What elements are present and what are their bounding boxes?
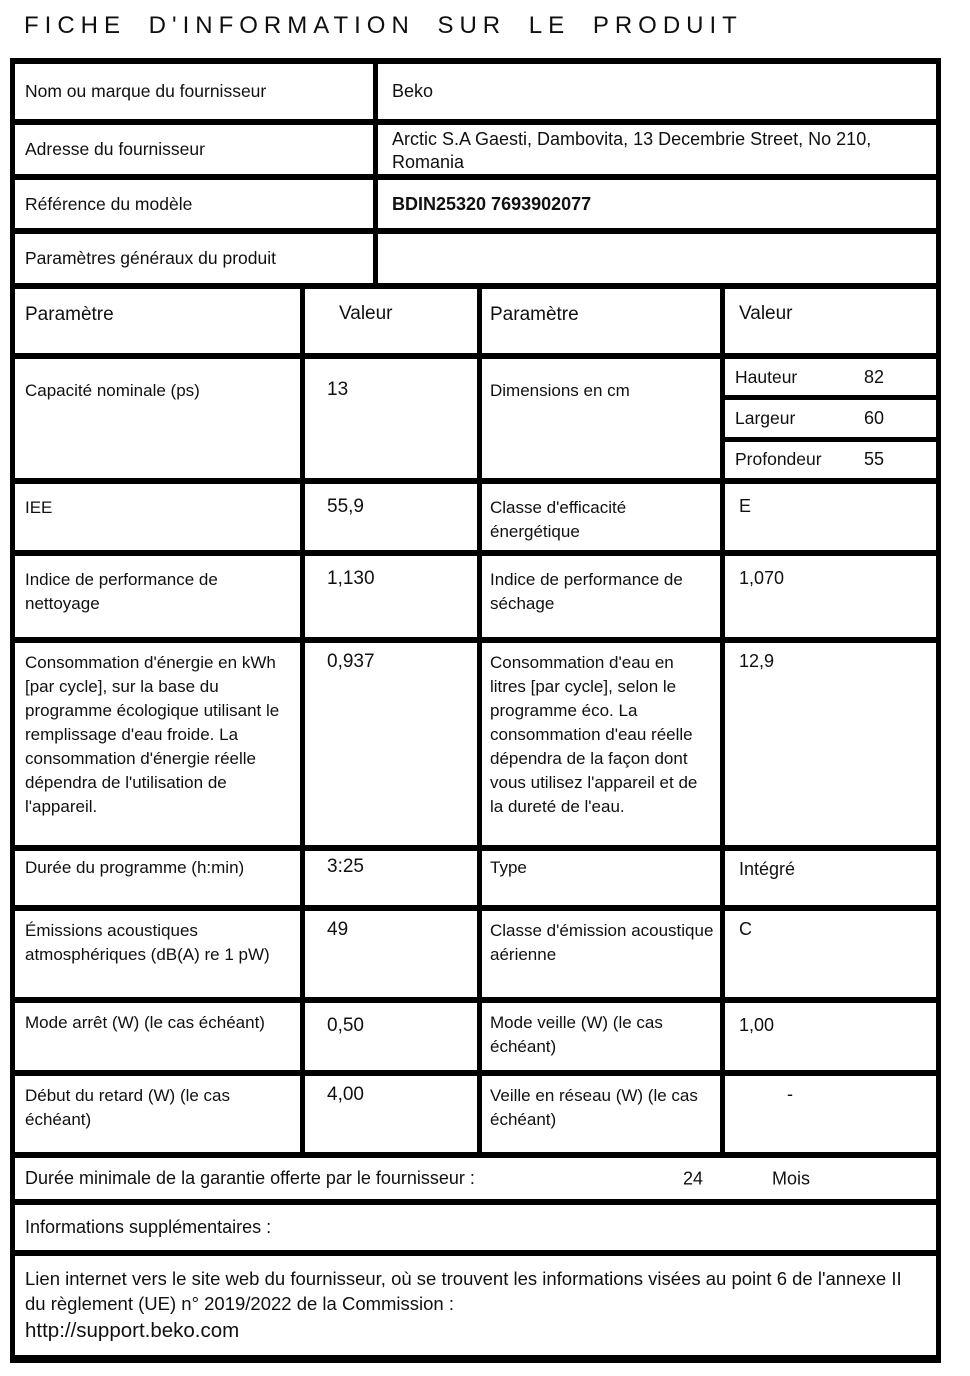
supplier-link-row (15, 1256, 936, 1355)
dimensions-subtable (725, 359, 936, 478)
type-label: Type (482, 851, 725, 905)
capacity-dimensions-row (15, 359, 936, 484)
dimension-height-value: 82 (863, 366, 884, 387)
standby-mode-label: Mode veille (W) (le cas échéant) (482, 1003, 725, 1070)
dimensions-label: Dimensions en cm (482, 359, 725, 478)
cleaning-performance-value: 1,130 (305, 556, 482, 637)
model-reference-row (15, 180, 936, 234)
energy-class-label: Classe d'efficacité énergétique (482, 484, 725, 550)
general-parameters-label: Paramètres généraux du produit (15, 234, 378, 283)
supplier-name-row (15, 64, 936, 125)
acoustic-emissions-value: 49 (305, 911, 482, 997)
capacity-label: Capacité nominale (ps) (15, 359, 305, 478)
drying-performance-label: Indice de performance de séchage (482, 556, 725, 637)
warranty-label: Durée minimale de la garantie offerte par le fournisseur : (25, 1168, 475, 1188)
model-reference-label: Référence du modèle (15, 180, 378, 228)
type-value: Intégré (739, 859, 796, 879)
product-info-table (10, 58, 941, 1363)
supplier-address-label: Adresse du fournisseur (15, 125, 378, 174)
supplier-address-row (15, 125, 936, 180)
programme-duration-value: 3:25 (305, 851, 482, 905)
iee-label: IEE (15, 484, 305, 550)
dimension-depth-label: Profondeur (735, 449, 822, 470)
programme-duration-label: Durée du programme (h:min) (15, 851, 305, 905)
additional-info-row (15, 1205, 936, 1256)
general-parameters-row (15, 234, 936, 289)
delay-start-value: 4,00 (305, 1076, 482, 1152)
header-parameter-1: Paramètre (15, 289, 305, 353)
networked-standby-value: - (787, 1084, 793, 1104)
dimension-height-row (725, 359, 936, 395)
dimension-depth-value: 55 (863, 449, 884, 470)
dimension-depth-row (725, 437, 936, 478)
dimension-width-row (725, 395, 936, 436)
dimension-width-label: Largeur (735, 407, 796, 428)
parameters-header-row (15, 289, 936, 359)
supplier-link-url: http://support.beko.com (25, 1319, 240, 1342)
acoustic-emissions-label: Émissions acoustiques atmosphériques (dB(A) re 1 pW) (15, 911, 305, 997)
general-parameters-value (378, 234, 936, 283)
energy-consumption-value: 0,937 (305, 643, 482, 845)
off-mode-value: 0,50 (305, 1003, 482, 1070)
supplier-link-description: Lien internet vers le site web du fournisseur, où se trouvent les informations visées au point 6 de l'annexe II du règlement (UE) n° 2019/2022 de la Commission : (25, 1268, 902, 1314)
off-mode-label: Mode arrêt (W) (le cas échéant) (15, 1003, 305, 1070)
drying-performance-value: 1,070 (739, 568, 785, 588)
water-consumption-label: Consommation d'eau en litres [par cycle], selon le programme éco. La consommation d'eau réelle dépendra de la façon dont vous utilisez l'appareil et de la dureté de l'eau. (482, 643, 725, 845)
header-parameter-2: Paramètre (482, 289, 725, 353)
performance-row (15, 556, 936, 643)
supplier-name-value: Beko (392, 81, 434, 101)
warranty-row (15, 1158, 936, 1205)
iee-value: 55,9 (305, 484, 482, 550)
water-consumption-value: 12,9 (739, 651, 775, 671)
acoustic-emissions-row (15, 911, 936, 1003)
page-title: FICHE D'INFORMATION SUR LE PRODUIT (24, 12, 743, 39)
capacity-value: 13 (305, 359, 482, 478)
additional-info-label: Informations supplémentaires : (25, 1217, 272, 1237)
header-value-2: Valeur (739, 303, 793, 324)
energy-consumption-label: Consommation d'énergie en kWh [par cycle], sur la base du programme écologique utilisant le remplissage d'eau froide. La consommation d'énergie réelle dépendra de l'utilisation de l'appareil. (15, 643, 305, 845)
delay-start-label: Début du retard (W) (le cas échéant) (15, 1076, 305, 1152)
energy-class-value: E (739, 496, 752, 516)
acoustic-class-label: Classe d'émission acoustique aérienne (482, 911, 725, 997)
warranty-value: 24 (683, 1168, 704, 1188)
dimension-height-label: Hauteur (735, 366, 798, 387)
warranty-unit: Mois (772, 1168, 811, 1188)
model-reference-value: BDIN25320 7693902077 (392, 193, 592, 214)
acoustic-class-value: C (739, 919, 752, 939)
supplier-name-label: Nom ou marque du fournisseur (15, 64, 378, 119)
consumption-row (15, 643, 936, 851)
standby-mode-value: 1,00 (739, 1015, 775, 1035)
off-standby-row (15, 1003, 936, 1076)
delay-network-row (15, 1076, 936, 1158)
duration-type-row (15, 851, 936, 911)
networked-standby-label: Veille en réseau (W) (le cas échéant) (482, 1076, 725, 1152)
iee-energy-class-row (15, 484, 936, 556)
dimension-width-value: 60 (863, 407, 884, 428)
cleaning-performance-label: Indice de performance de nettoyage (15, 556, 305, 637)
header-value-1: Valeur (305, 289, 482, 353)
supplier-address-value: Arctic S.A Gaesti, Dambovita, 13 Decembrie Street, No 210, Romania (392, 129, 872, 172)
